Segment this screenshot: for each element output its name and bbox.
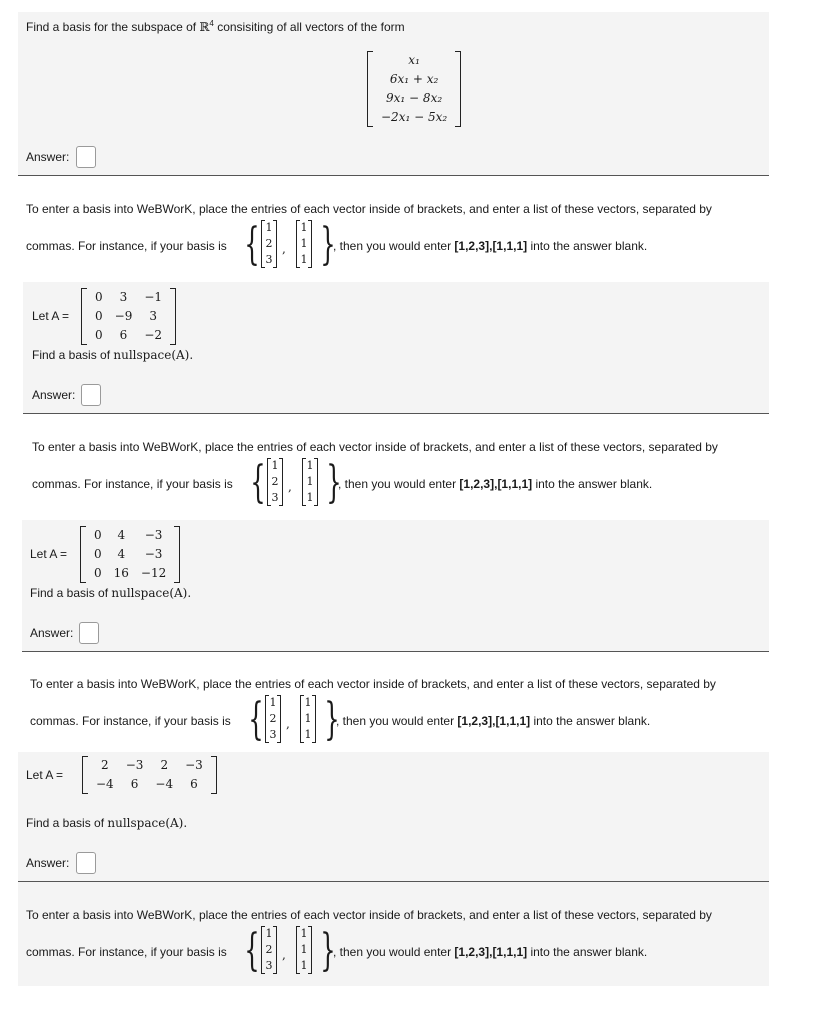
instructions-4-panel: [18, 882, 769, 986]
real-space-symbol: ℝ: [199, 20, 210, 34]
q4-answer-label: Answer:: [26, 856, 70, 870]
example-vector-1: 1 2 3: [265, 695, 281, 743]
q2-instructions-line2-post: , then you would enter [1,2,3],[1,1,1] into the answer blank.: [338, 477, 653, 491]
example-vector-1: 1 2 3: [261, 220, 277, 268]
q1-divider: [18, 175, 769, 176]
q1-instructions-line2-pre: commas. For instance, if your basis is: [26, 239, 227, 253]
q3-instructions-line2-pre: commas. For instance, if your basis is: [30, 714, 231, 728]
q1-instructions-line2-post: , then you would enter [1,2,3],[1,1,1] into the answer blank.: [333, 239, 648, 253]
left-brace: {: [248, 694, 264, 745]
q1-instructions-line1: To enter a basis into WeBWorK, place the entries of each vector inside of brackets, and enter a list of these vectors, separated by: [26, 202, 712, 216]
q2-answer-label: Answer:: [32, 388, 76, 402]
q2-answer-input[interactable]: [81, 384, 101, 406]
q4-find-basis: Find a basis of nullspace(A).: [26, 816, 188, 830]
right-brace: }: [326, 457, 342, 508]
q1-vector-form: x₁ 6x₁ + x₂ 9x₁ − 8x₂ −2x₁ − 5x₂: [367, 51, 461, 127]
q3-answer-label: Answer:: [30, 626, 74, 640]
q4-instructions-line2-post: , then you would enter [1,2,3],[1,1,1] into the answer blank.: [333, 945, 648, 959]
right-brace: }: [324, 694, 340, 745]
example-vector-1: 1 2 3: [267, 458, 283, 506]
left-brace: {: [250, 457, 266, 508]
q4-let-label: Let A =: [26, 768, 64, 782]
right-brace: }: [320, 925, 336, 976]
left-brace: {: [244, 925, 260, 976]
q2-let-label: Let A =: [32, 309, 70, 323]
example-entry: [1,2,3],[1,1,1]: [459, 477, 533, 491]
q4-instructions-line2-pre: commas. For instance, if your basis is: [26, 945, 227, 959]
q2-matrix: 0 3 −1 0 −9 3 0 6 −2: [81, 288, 176, 345]
q1-answer-label: Answer:: [26, 150, 70, 164]
q4-answer-input[interactable]: [76, 852, 96, 874]
q1-answer-input[interactable]: [76, 146, 96, 168]
q2-instructions-line2-pre: commas. For instance, if your basis is: [32, 477, 233, 491]
q3-matrix: 0 4 −3 0 4 −3 0 16 −12: [80, 526, 180, 583]
example-vector-2: 1 1 1: [296, 926, 312, 974]
vector-separator: ,: [282, 242, 286, 256]
example-entry: [1,2,3],[1,1,1]: [454, 239, 528, 253]
q2-instructions-line1: To enter a basis into WeBWorK, place the entries of each vector inside of brackets, and enter a list of these vectors, separated by: [32, 440, 718, 454]
example-entry: [1,2,3],[1,1,1]: [457, 714, 531, 728]
q3-answer-input[interactable]: [79, 622, 99, 644]
q3-instructions-line2-post: , then you would enter [1,2,3],[1,1,1] into the answer blank.: [336, 714, 651, 728]
vector-separator: ,: [286, 717, 290, 731]
q3-let-label: Let A =: [30, 547, 68, 561]
q3-instructions-line1: To enter a basis into WeBWorK, place the entries of each vector inside of brackets, and enter a list of these vectors, separated by: [30, 677, 716, 691]
q4-instructions-line1: To enter a basis into WeBWorK, place the entries of each vector inside of brackets, and enter a list of these vectors, separated by: [26, 908, 712, 922]
example-vector-2: 1 1 1: [296, 220, 312, 268]
q2-divider: [23, 413, 769, 414]
q1-prompt: Find a basis for the subspace of ℝ$^4$ consisiting of all vectors of the form: [26, 19, 405, 34]
q2-find-basis: Find a basis of nullspace(A).: [32, 348, 194, 362]
example-vector-2: 1 1 1: [302, 458, 318, 506]
example-entry: [1,2,3],[1,1,1]: [454, 945, 528, 959]
q3-divider: [22, 651, 769, 652]
q3-find-basis: Find a basis of nullspace(A).: [30, 586, 192, 600]
vector-separator: ,: [282, 948, 286, 962]
example-vector-1: 1 2 3: [261, 926, 277, 974]
vector-separator: ,: [288, 480, 292, 494]
q4-matrix: 2 −3 2 −3 −4 6 −4 6: [82, 756, 217, 794]
example-vector-2: 1 1 1: [300, 695, 316, 743]
left-brace: {: [244, 219, 260, 270]
right-brace: }: [320, 219, 336, 270]
